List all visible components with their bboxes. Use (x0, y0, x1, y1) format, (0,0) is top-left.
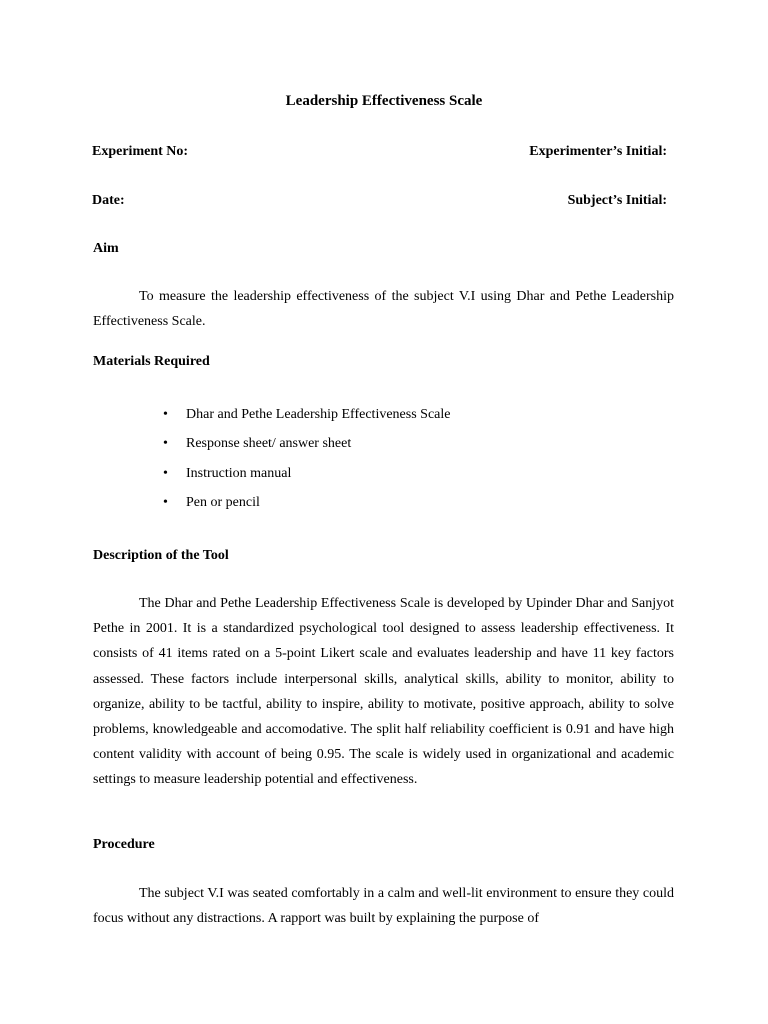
experimenter-initial-label: Experimenter’s Initial: (529, 144, 667, 159)
bullet-icon: • (163, 436, 168, 452)
procedure-heading: Procedure (93, 837, 155, 852)
experiment-no-label: Experiment No: (92, 144, 189, 159)
procedure-paragraph: The subject V.I was seated comfortably in a calm and well-lit environment to ensure they could focus without any distractions. A rapport was built by explaining the purpose of (93, 886, 674, 926)
material-item-label: Instruction manual (186, 465, 292, 481)
list-item (163, 434, 450, 463)
list-item (163, 493, 450, 522)
material-item-label: Dhar and Pethe Leadership Effectiveness Scale (186, 407, 451, 422)
document-title: Leadership Effectiveness Scale (285, 93, 483, 109)
aim-heading: Aim (93, 241, 119, 256)
description-paragraph: The Dhar and Pethe Leadership Effectiveness Scale is developed by Upinder Dhar and Sanjyot Pethe in 2001. It is a standardized psychological tool designed to assess leadership effectiveness. It consists of 41 items rated on a 5-point Likert scale and evaluates leadership and have 11 key factors assessed. These factors include interpersonal skills, analytical skills, ability to monitor, ability to organize, ability to be tactful, ability to inspire, ability to motivate, positive approach, ability to solve problems, knowledgeable and accomodative. The split half reliability coefficient is 0.91 and have high content validity with account of being 0.95. The scale is widely used in organizational and academic settings to measure leadership potential and effectiveness. (93, 596, 674, 788)
list-item (163, 464, 450, 493)
bullet-icon: • (163, 494, 168, 510)
material-item-label: Pen or pencil (186, 494, 260, 510)
bullet-icon: • (163, 407, 168, 422)
description-heading: Description of the Tool (93, 548, 229, 563)
bullet-icon: • (163, 465, 168, 481)
material-item-label: Response sheet/ answer sheet (186, 436, 352, 452)
list-item (163, 405, 451, 434)
subject-initial-label: Subject’s Initial: (567, 193, 667, 208)
aim-paragraph: To measure the leadership effectiveness of the subject V.I using Dhar and Pethe Leadership Effectiveness Scale. (93, 289, 674, 329)
date-label: Date: (92, 193, 125, 208)
materials-heading: Materials Required (93, 354, 210, 369)
materials-list (163, 405, 451, 522)
